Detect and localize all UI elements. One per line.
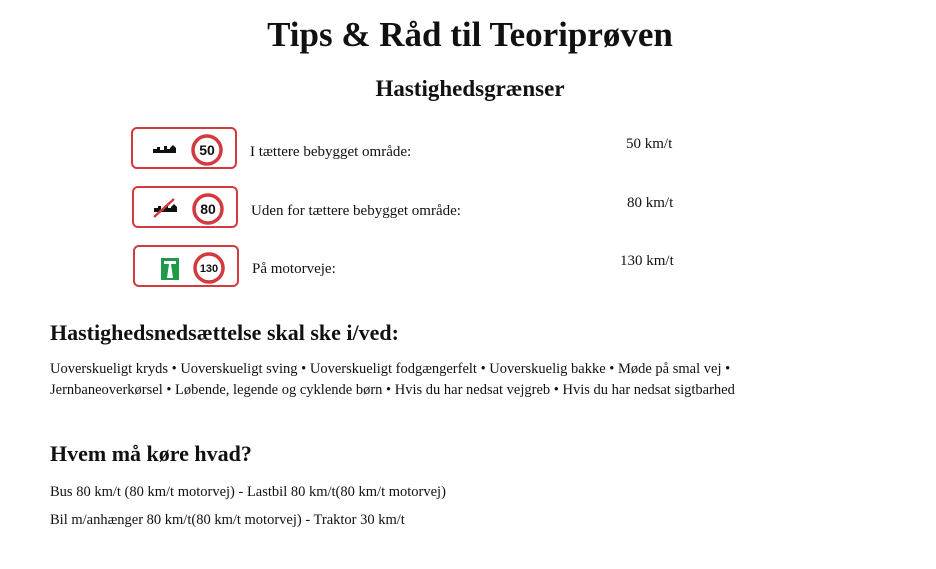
sign-number: 80 bbox=[200, 201, 216, 217]
who-drives-line-2: Bil m/anhænger 80 km/t(80 km/t motorvej) - Traktor 30 km/t bbox=[50, 512, 405, 528]
section-title-speed-limits: Hastighedsgrænser bbox=[375, 76, 565, 101]
sign-number: 130 bbox=[199, 263, 219, 275]
speed-limit-value: 80 km/t bbox=[627, 195, 674, 211]
who-drives-line-1: Bus 80 km/t (80 km/t motorvej) - Lastbil 80 km/t(80 km/t motorvej) bbox=[50, 484, 446, 500]
sign-number: 50 bbox=[199, 142, 215, 158]
reduction-line-1: Uoverskueligt kryds • Uoverskueligt sving • Uoverskueligt fodgængerfelt • Uoverskuelig bakke • Møde på smal vej • bbox=[50, 361, 731, 377]
speed-limit-label: Uden for tættere bebygget område: bbox=[251, 203, 461, 219]
speed-limit-label: På motorveje: bbox=[252, 261, 336, 277]
speed-limit-value: 50 km/t bbox=[626, 136, 673, 152]
section-heading-reduction: Hastighedsnedsættelse skal ske i/ved: bbox=[50, 320, 399, 345]
speed-limit-row bbox=[0, 127, 936, 175]
page-title: Tips & Råd til Teoriprøven bbox=[267, 15, 673, 54]
speed-limit-row bbox=[0, 245, 936, 293]
town-50-sign-icon bbox=[131, 127, 237, 169]
outside-town-80-sign-icon bbox=[132, 186, 238, 228]
speed-limit-row bbox=[0, 186, 936, 234]
section-heading-who-drives: Hvem må køre hvad? bbox=[50, 441, 252, 466]
reduction-line-2: Jernbaneoverkørsel • Løbende, legende og cyklende børn • Hvis du har nedsat vejgreb • Hvis du har nedsat sigtbarhed bbox=[50, 382, 735, 398]
speed-limit-label: I tættere bebygget område: bbox=[250, 144, 412, 160]
motorway-130-sign-icon bbox=[133, 245, 239, 287]
speed-limit-value: 130 km/t bbox=[620, 253, 674, 269]
